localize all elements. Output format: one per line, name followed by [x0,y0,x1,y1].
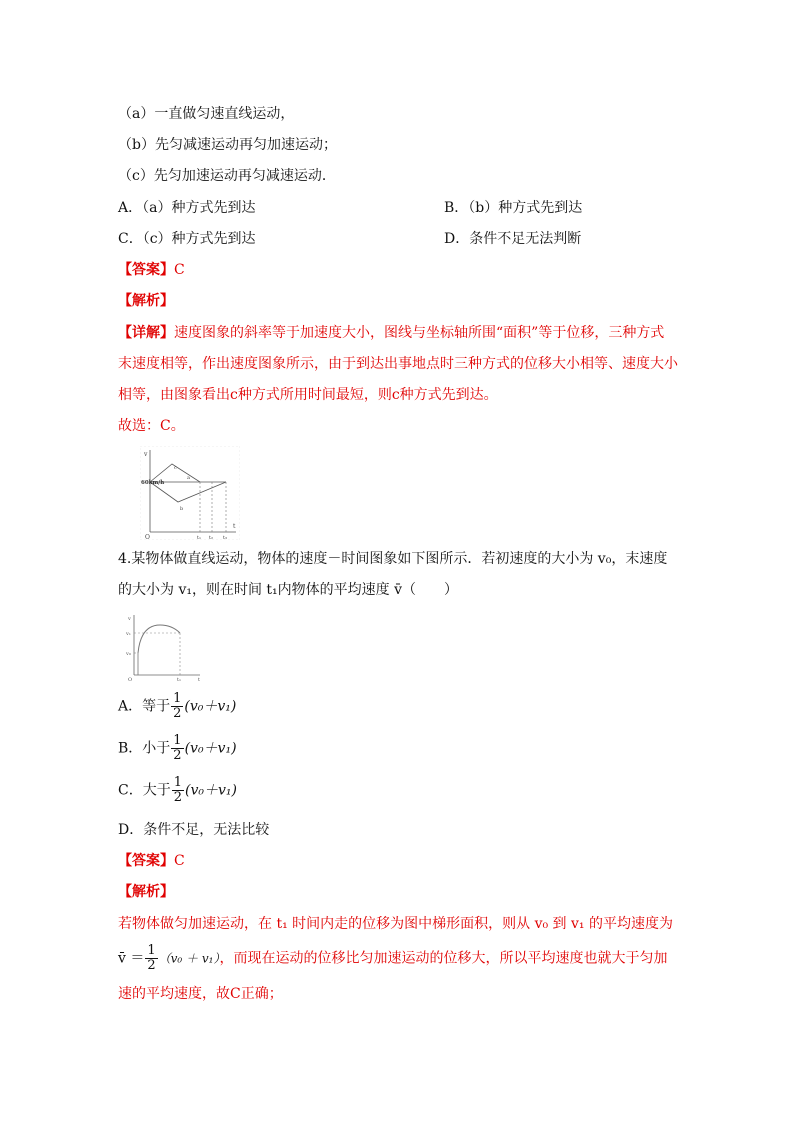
q3-choice-d: D．条件不足无法判断 [444,231,582,247]
q3-detail-text1: 速度图象的斜率等于加速度大小，图线与坐标轴所围“面积”等于位移，三种方式 [174,325,665,341]
fig3-v-label: v [144,451,148,458]
q4-analysis-line2 [118,944,667,973]
fig4-origin-label: O [128,677,133,683]
fig4-t-label: t [198,677,201,683]
fig3-origin-label: O [145,534,150,540]
q4-stem-line1: 4.某物体做直线运动，物体的速度－时间图象如下图所示．若初速度的大小为 v₀，末速度 [118,551,668,567]
q4-analysis-line3: 速的平均速度，故C正确； [118,986,283,1002]
q3-answer [118,260,185,280]
q3-detail-label: 【详解】 [118,325,174,341]
q3-choice-b: B．（b）种方式先到达 [444,200,583,216]
q4-choice-a [118,692,236,721]
q4-velocity-time-figure [124,611,204,683]
q3-conclusion: 故选：C。 [118,418,185,434]
q4-choice-b-expr: (v₀＋v₁) [184,740,237,757]
q3-option-b-text: （b）先匀减速运动再匀加速运动； [118,137,337,153]
q3-analysis-label: 【解析】 [118,293,174,309]
q4-formula-expr: （v₀ ＋ v₁） [158,951,220,966]
half-fraction [171,734,183,763]
q3-choice-c: C．（c）种方式先到达 [118,231,256,247]
q4-choice-a-prefix: A．等于 [118,698,171,715]
frac-num: 1 [173,733,182,748]
q4-choice-c-expr: (v₀＋v₁) [185,782,237,799]
q4-choice-c [118,776,237,805]
q3-choice-a: A．（a）种方式先到达 [118,200,256,216]
q4-choice-a-expr: (v₀＋v₁) [184,698,237,715]
fig3-t1: t₁ [197,535,202,540]
q4-analysis-label: 【解析】 [118,884,174,900]
q4-choice-b-prefix: B．小于 [118,740,171,757]
fig4-t1-label: t₁ [177,677,182,683]
q4-analysis-line1: 若物体做匀加速运动，在 t₁ 时间内走的位移为图中梯形面积，则从 v₀ 到 v₁ 的平均速度为 [118,916,673,932]
velocity-curve [138,625,180,653]
fig3-speed-label: 60km/h [141,480,165,486]
half-fraction [145,944,157,973]
q3-detail-line1 [118,323,664,343]
q4-analysis-line2-rest: ，而现在运动的位移比匀加速运动的位移大，所以平均速度也就大于匀加 [219,950,668,967]
q4-formula-lhs: v̄ ＝ [118,950,145,967]
q4-stem-line2: 的大小为 v₁，则在时间 t₁内物体的平均速度 v̄（ ） [118,582,459,598]
q3-answer-label: 【答案】 [118,262,174,278]
q4-choice-d: D．条件不足，无法比较 [118,822,270,838]
q3-detail-line2: 末速度相等，作出速度图象所示，由于到达出事地点时三种方式的位移大小相等、速度大小 [118,356,678,372]
frac-den: 2 [147,958,156,973]
fig3-curve-a: a [187,475,190,481]
q3-option-c-text: （c）先匀加速运动再匀减速运动． [118,168,336,184]
fig3-curve-b: b [180,506,184,512]
frac-num: 1 [147,943,156,958]
fig3-curve-c: c [174,465,177,471]
q3-answer-value: C [174,262,185,278]
frac-den: 2 [173,748,182,763]
figure-frame [140,446,240,540]
fig3-t3: t₃ [223,535,228,540]
fig4-v1-label: v₁ [126,631,131,637]
frac-num: 1 [173,691,182,706]
fig3-t-label: t [233,523,236,530]
q3-option-a-text: （a）一直做匀速直线运动， [118,106,295,122]
q3-velocity-time-figure [140,446,240,540]
frac-den: 2 [173,790,182,805]
q4-answer-label: 【答案】 [118,853,174,869]
q4-choice-b [118,734,237,763]
frac-num: 1 [173,775,182,790]
fig4-v-label: v [128,616,131,622]
q4-answer [118,851,185,871]
frac-den: 2 [173,706,182,721]
q3-detail-line3: 相等，由图象看出c种方式所用时间最短，则c种方式先到达。 [118,387,498,403]
fig3-t2: t₂ [209,535,214,540]
q4-choice-c-prefix: C．大于 [118,782,171,799]
half-fraction [171,692,183,721]
fig4-v0-label: v₀ [126,651,131,657]
half-fraction [172,776,184,805]
q4-answer-value: C [174,853,185,869]
